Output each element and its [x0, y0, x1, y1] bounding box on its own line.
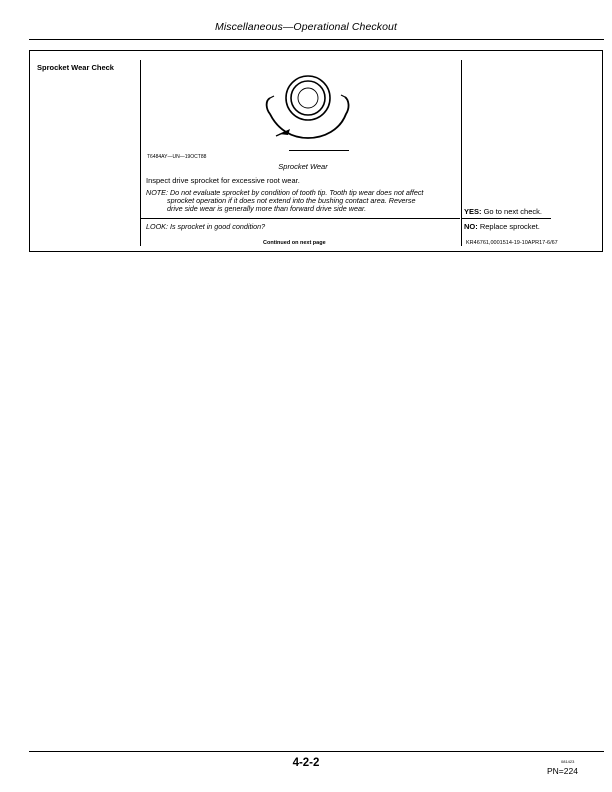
note-line-1: NOTE: Do not evaluate sprocket by condition of tooth tip. Tooth tip wear does not affect	[146, 188, 424, 197]
inspect-instruction: Inspect drive sprocket for excessive root wear.	[146, 176, 300, 185]
note-text	[146, 189, 456, 214]
footer-divider	[29, 751, 604, 752]
figure-rule	[289, 150, 349, 151]
sprocket-wear-illustration	[262, 70, 352, 144]
result-divider	[462, 218, 551, 219]
pn-number: PN=224	[547, 766, 578, 776]
look-question: LOOK: Is sprocket in good condition?	[146, 222, 266, 231]
look-divider	[141, 218, 460, 219]
footer-code: 081423	[561, 759, 575, 764]
page-number: 4-2-2	[292, 757, 320, 769]
yes-result	[464, 207, 542, 216]
figure-caption: Sprocket Wear	[278, 162, 328, 171]
note-line-3: drive side wear is generally more than forward drive side wear.	[167, 204, 367, 214]
no-text: Replace sprocket.	[477, 222, 540, 231]
header-divider	[29, 39, 604, 40]
document-id: KR46761,0001514-19-10APR17-6/67	[466, 240, 558, 246]
page-header-title: Miscellaneous—Operational Checkout	[215, 21, 397, 33]
no-label: NO:	[464, 222, 478, 231]
continued-note: Continued on next page	[263, 240, 326, 246]
no-result	[464, 222, 540, 231]
section-title: Sprocket Wear Check	[37, 63, 114, 72]
figure-id: T6484AY—UN—19OCT88	[147, 154, 207, 160]
yes-text: Go to next check.	[481, 207, 542, 216]
yes-label: YES:	[464, 207, 482, 216]
note-line-2: sprocket operation if it does not extend into the bushing contact area. Reverse	[167, 196, 416, 206]
